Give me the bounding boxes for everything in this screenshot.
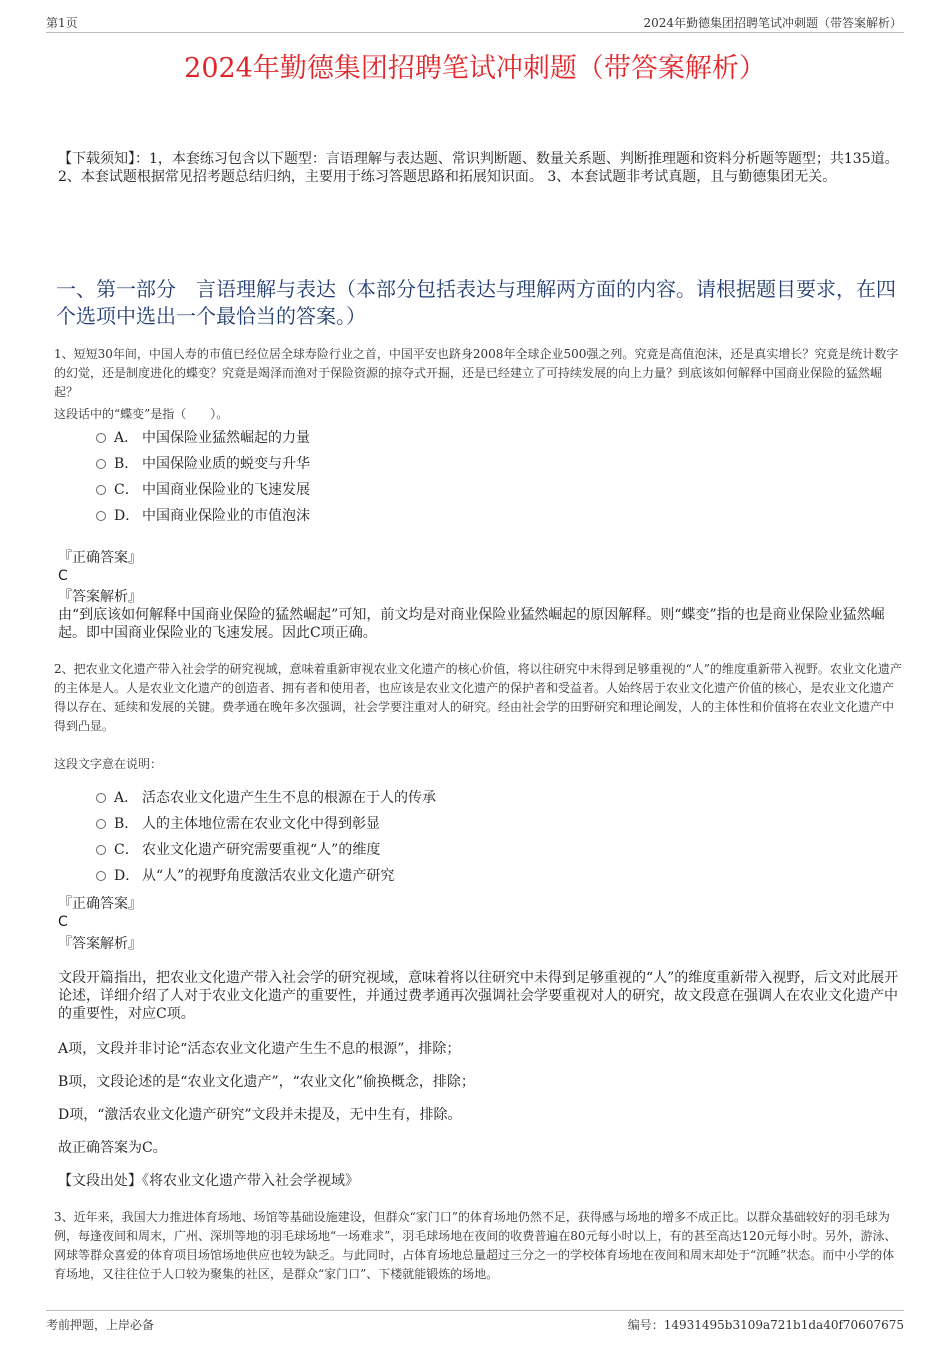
option-letter: C． [114,842,139,858]
document-id: 编号：14931495b3109a721b1da40f70607675 [627,1318,904,1332]
question-1-option-c[interactable] [96,480,310,500]
radio-icon[interactable] [96,459,106,469]
radio-icon[interactable] [96,485,106,495]
question-1-option-b[interactable] [96,454,310,474]
option-letter: A． [114,790,139,806]
option-text: 中国保险业猛然崛起的力量 [142,430,310,446]
radio-icon[interactable] [96,819,106,829]
download-notice: 【下载须知】：1，本套练习包含以下题型：言语理解与表达题、常识判断题、数量关系题、判断推理题和资料分析题等题型；共135道。 2、本套试题根据常见招考题总结归纳，主要用于练习答题思路和拓展知识面。 3、本套试题非考试真题，且与勤德集团无关。 [58,151,899,185]
question-2-option-d[interactable] [96,866,394,886]
question-2-option-c[interactable] [96,840,380,860]
option-text: 活态农业文化遗产生生不息的根源在于人的传承 [142,790,436,806]
footer-slogan: 考前押题，上岸必备 [46,1318,155,1332]
option-text: 农业文化遗产研究需要重视“人”的维度 [142,842,381,858]
radio-icon[interactable] [96,793,106,803]
header-rule [46,32,904,33]
radio-icon[interactable] [96,871,106,881]
question-1-prompt: 这段话中的“蝶变”是指（ ）。 [54,407,229,421]
question-2-note-b: B项，文段论述的是“农业文化遗产”，“农业文化”偷换概念，排除； [58,1074,475,1090]
question-2-stem: 2、把农业文化遗产带入社会学的研究视域，意味着重新审视农业文化遗产的核心价值，将以往研究中未得到足够重视的“人”的维度重新带入视野。农业文化遗产的主体是人。人是农业文化遗产的创造者、拥有者和使用者，也应该是农业文化遗产的保护者和受益者。人始终居于农业文化遗产价值的核心，是农业文化遗产得以存在、延续和发展的关键。费孝通在晚年多次强调，社会学要注重对人的研究。经由社会学的田野研究和理论阐发，人的主体性和价值将在农业文化遗产中得到凸显。 [54,662,902,733]
section-heading: 一、第一部分 言语理解与表达（本部分包括表达与理解两方面的内容。请根据题目要求，在四个选项中选出一个最恰当的答案。） [56,277,896,328]
radio-icon[interactable] [96,511,106,521]
question-2-analysis: 文段开篇指出，把农业文化遗产带入社会学的研究视域，意味着将以往研究中未得到足够重视的“人”的维度重新带入视野，后文对此展开论述，详细介绍了人对于农业文化遗产的重要性，并通过费孝通再次强调社会学要重视对人的研究，故文段意在强调人在农业文化遗产中的重要性，对应C项。 [58,970,899,1022]
option-letter: B． [114,816,139,832]
option-letter: D． [114,508,140,524]
page-number: 第1页 [46,16,78,30]
question-2-source: 【文段出处】《将农业文化遗产带入社会学视域》 [58,1173,359,1189]
footer-rule [46,1310,904,1311]
question-1-analysis: 由“到底该如何解释中国商业保险的猛然崛起”可知，前文均是对商业保险业猛然崛起的原因解释。则“蝶变”指的也是商业保险业猛然崛起。即中国商业保险业的飞速发展。因此C项正确。 [58,607,885,641]
question-2-answer-label: 『正确答案』 [58,896,142,912]
question-3-stem: 3、近年来，我国大力推进体育场地、场馆等基础设施建设，但群众“家门口”的体育场地仍然不足，获得感与场地的增多不成正比。以群众基础较好的羽毛球为例，每逢夜间和周末，广州、深圳等地的羽毛球场地“一场难求”，羽毛球场地在夜间的收费普遍在80元每小时以上，有的甚至高达120元每小时。另外，游泳、网球等群众喜爱的体育项目场馆场地供应也较为缺乏。与此同时，占体育场地总量超过三分之一的学校体育场地在夜间和周末却处于“沉睡”状态。而中小学的体育场地，又往往位于人口较为聚集的社区，是群众“家门口”、下楼就能锻炼的场地。 [54,1210,897,1281]
option-letter: A． [114,430,139,446]
option-text: 从“人”的视野角度激活农业文化遗产研究 [142,868,395,884]
question-1-option-a[interactable] [96,428,310,448]
radio-icon[interactable] [96,433,106,443]
option-text: 中国保险业质的蜕变与升华 [142,456,310,472]
question-2-conclusion: 故正确答案为C。 [58,1140,167,1156]
page-title: 2024年勤德集团招聘笔试冲刺题（带答案解析） [184,53,766,84]
question-1-answer-label: 『正确答案』 [58,550,142,566]
question-2-note-d: D项，“激活农业文化遗产研究”文段并未提及，无中生有，排除。 [58,1107,462,1123]
option-text: 中国商业保险业的市值泡沫 [142,508,310,524]
question-1-answer: C [58,568,68,584]
option-letter: C． [114,482,139,498]
question-1-stem: 1、短短30年间，中国人寿的市值已经位居全球寿险行业之首，中国平安也跻身2008年全球企业500强之列。究竟是高值泡沫，还是真实增长？究竟是统计数字的幻觉，还是制度进化的蝶变？究竟是竭泽而渔对于保险资源的掠夺式开掘，还是已经建立了可持续发展的向上力量？到底该如何解释中国商业保险的猛然崛起？ [54,347,899,399]
question-2-prompt: 这段文字意在说明： [54,757,163,771]
question-1-option-d[interactable] [96,506,310,526]
radio-icon[interactable] [96,845,106,855]
question-2-answer: C [58,914,68,930]
question-2-analysis-label: 『答案解析』 [58,936,142,952]
question-2-note-a: A项，文段并非讨论“活态农业文化遗产生生不息的根源”，排除； [58,1041,461,1057]
option-letter: D． [114,868,140,884]
running-header-title: 2024年勤德集团招聘笔试冲刺题（带答案解析） [643,16,902,30]
question-2-option-a[interactable] [96,788,436,808]
option-text: 人的主体地位需在农业文化中得到彰显 [142,816,380,832]
option-letter: B． [114,456,139,472]
question-2-option-b[interactable] [96,814,380,834]
option-text: 中国商业保险业的飞速发展 [142,482,310,498]
question-1-analysis-label: 『答案解析』 [58,589,142,605]
